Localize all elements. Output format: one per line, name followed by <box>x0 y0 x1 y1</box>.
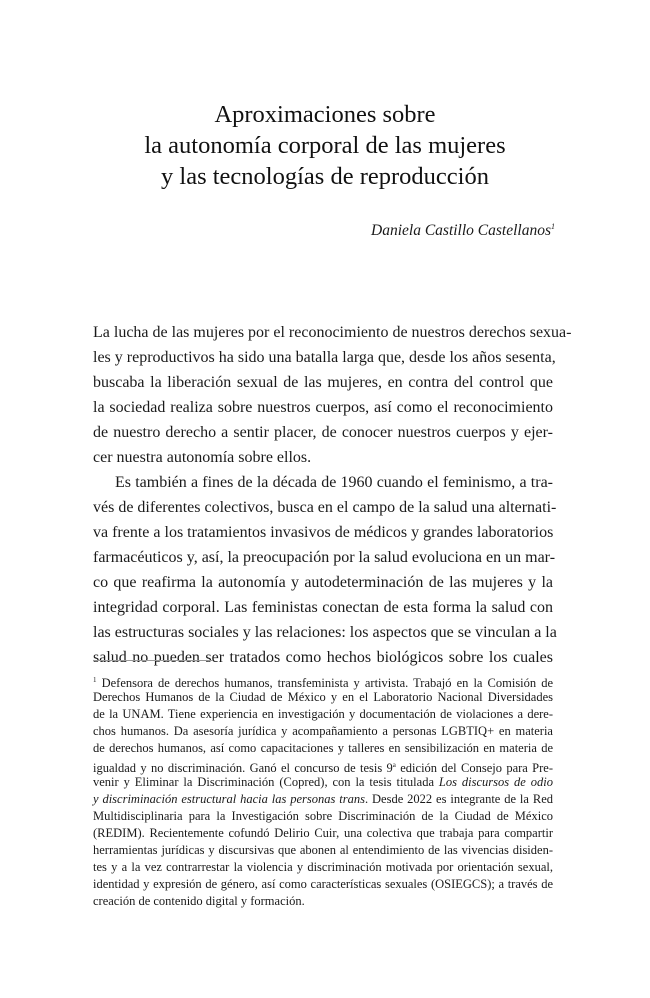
footnote-line <box>93 774 553 791</box>
footnote-number: 1 <box>93 676 97 684</box>
footnote-line: chos humanos. Da asesoría jurídica y acompañamiento a personas LGBTIQ+ en materia <box>93 724 553 738</box>
body-text-line: la sociedad realiza sobre nuestros cuerpos, así como el reconocimiento <box>93 399 553 416</box>
body-text-line: buscaba la liberación sexual de las mujeres, en contra del control que <box>93 374 553 391</box>
footnote-text: venir y Eliminar la Discriminación (Copred), con la tesis titulada <box>93 775 439 789</box>
footnote-line: (REDIM). Recientemente cofundó Delirio Cuir, una colectiva que trabaja para compartir <box>93 826 553 840</box>
body-text-line: vés de diferentes colectivos, busca en el campo de la salud una alternati- <box>93 499 557 516</box>
footnote-divider <box>93 660 213 661</box>
footnote-text: . Desde 2022 es integrante de la Red <box>365 792 553 806</box>
footnote-line: tes y a la vez contrarrestar la violencia y discriminación motivada por orientación sexual, <box>93 860 553 874</box>
footnote-line: de derechos humanos, así como capacitaciones y talleres en sensibilización en materia de <box>93 741 553 755</box>
body-text-line: La lucha de las mujeres por el reconocimiento de nuestros derechos sexua- <box>93 324 572 341</box>
body-text-line: integridad corporal. Las feministas conectan de esta forma la salud con <box>93 599 553 616</box>
footnote-text: edición del Consejo para Pre- <box>395 761 553 775</box>
footnote-text: igualdad y no discriminación. Ganó el concurso de tesis 9 <box>93 761 393 775</box>
thesis-title-italic: y discriminación estructural hacia las personas trans <box>93 792 365 806</box>
body-text-line: Es también a fines de la década de 1960 cuando el feminismo, a tra- <box>115 474 553 491</box>
body-text-line: farmacéuticos y, así, la preocupación por la salud evoluciona en un mar- <box>93 549 556 566</box>
thesis-title-italic: Los discursos de odio <box>438 775 553 789</box>
footnote-line: identidad y expresión de género, así como características sexuales (OSIEGCS); a través de <box>93 877 553 891</box>
chapter-title-line-1: Aproximaciones sobre <box>214 101 436 128</box>
footnote-text: Defensora de derechos humanos, transfeminista y artivista. Trabajó en la Comisión de <box>101 676 554 690</box>
body-text-line: co que reafirma la autonomía y autodeterminación de las mujeres y la <box>93 574 553 591</box>
body-text-line: salud no pueden ser tratados como hechos biológicos sobre los cuales <box>93 649 553 666</box>
author-name: Daniela Castillo Castellanos <box>371 222 551 239</box>
body-text-line: va frente a los tratamientos invasivos de médicos y grandes laboratorios <box>93 524 554 541</box>
body-text-line: de nuestro derecho a sentir placer, de conocer nuestros cuerpos y ejer- <box>93 424 553 441</box>
footnote-line: de la UNAM. Tiene experiencia en investigación y documentación de violaciones a dere- <box>93 707 553 721</box>
footnote-line <box>93 791 553 808</box>
author-byline <box>371 217 555 241</box>
ordinal-superscript: a <box>392 761 396 769</box>
chapter-title-line-2: la autonomía corporal de las mujeres <box>144 132 506 159</box>
footnote-reference: 1 <box>551 222 555 231</box>
footnote-line: Derechos Humanos de la Ciudad de México y en el Laboratorio Nacional Diversidades <box>93 690 553 704</box>
footnote-line: Multidisciplinaria para la Investigación sobre Discriminación de la Ciudad de México <box>93 809 553 823</box>
body-text-line: las estructuras sociales y las relaciones: los aspectos que se vinculan a la <box>93 624 557 641</box>
footnote-line: creación de contenido digital y formación. <box>93 894 305 908</box>
footnote-line: herramientas jurídicas y discursivas que abonen al entendimiento de las vivencias disiden- <box>93 843 553 857</box>
chapter-title-line-3: y las tecnologías de reproducción <box>161 163 489 190</box>
body-text-line: cer nuestra autonomía sobre ellos. <box>93 449 312 466</box>
body-text-line: les y reproductivos ha sido una batalla larga que, desde los años sesenta, <box>93 349 556 366</box>
